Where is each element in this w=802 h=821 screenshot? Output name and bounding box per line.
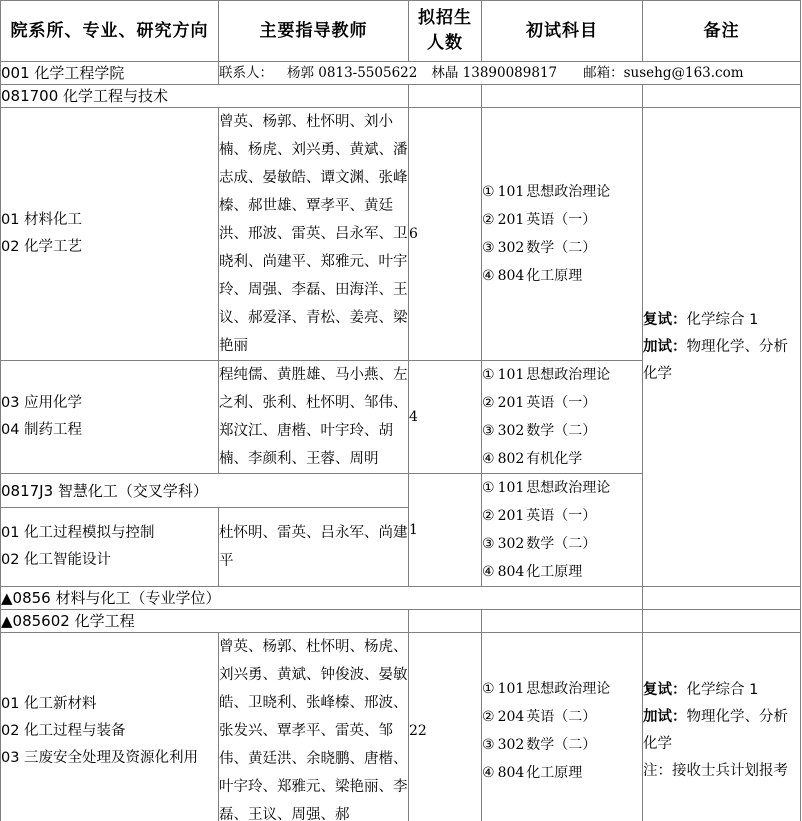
exam-index: ① — [482, 480, 495, 496]
teacher-list: 杜怀明、雷英、吕永军、尚建平 — [219, 508, 409, 587]
exam-subject-list — [482, 474, 643, 587]
remarks-extra-label: 加试： — [643, 338, 687, 355]
section-title-081700: 081700 化学工程与技术 — [1, 85, 409, 108]
teacher-list: 程纯儒、黄胜雄、马小燕、左之利、张利、杜怀明、邹伟、郑汶江、唐楷、叶宇玲、胡楠、李颜利、王蓉、周明 — [219, 361, 409, 474]
enrollment-quota: 1 — [409, 474, 482, 587]
contact-phone-2: 13890089817 — [462, 65, 558, 81]
remarks-group-1 — [643, 108, 801, 587]
section-blank-remarks-085602 — [643, 610, 801, 633]
exam-index: ③ — [482, 536, 495, 552]
exam-code: 201 — [497, 395, 525, 411]
department-contact-info — [219, 62, 801, 85]
contact-name-2: 林晶 — [431, 65, 459, 81]
remarks-note — [643, 758, 800, 785]
enrollment-quota: 22 — [409, 633, 482, 821]
exam-index: ③ — [482, 240, 495, 256]
exam-subject-item — [482, 178, 642, 206]
contact-email: susehg@163.com — [623, 65, 744, 81]
exam-subject-list — [482, 108, 643, 361]
enrollment-quota: 4 — [409, 361, 482, 474]
exam-name: 化工原理 — [526, 564, 583, 580]
section-title-0856: ▲0856 材料与化工（专业学位） — [1, 587, 643, 610]
exam-code: 302 — [497, 737, 525, 753]
exam-code: 302 — [497, 536, 525, 552]
exam-subject-item — [482, 759, 642, 787]
exam-index: ② — [482, 508, 495, 524]
exam-name: 数学（二） — [526, 737, 597, 753]
remarks-retest-label: 复试： — [643, 682, 687, 698]
exam-name: 化工原理 — [526, 268, 583, 284]
exam-index: ① — [482, 184, 495, 200]
exam-code: 804 — [497, 765, 525, 781]
exam-subject-item — [482, 417, 642, 445]
exam-code: 802 — [497, 451, 525, 467]
contact-name-1: 杨郭 — [287, 65, 314, 81]
exam-name: 数学（二） — [526, 240, 597, 256]
exam-subject-item — [482, 474, 642, 502]
exam-name: 英语（一） — [526, 212, 597, 228]
exam-code: 101 — [497, 367, 525, 383]
remarks-group-2 — [643, 633, 801, 821]
section-blank-remarks-0856 — [643, 587, 801, 610]
exam-name: 数学（二） — [526, 423, 597, 439]
remarks-extra — [643, 334, 800, 388]
teacher-list: 曾英、杨郭、杜怀明、杨虎、刘兴勇、黄斌、钟俊波、晏敏皓、卫晓利、张峰榛、邢波、张发兴、覃孝平、雷英、邹伟、黄廷洪、余晓鹏、唐楷、叶宇玲、郑雅元、梁艳丽、李磊、王议、周强、郝 — [219, 633, 409, 821]
exam-index: ② — [482, 395, 495, 411]
header-quota-line2: 人数 — [427, 33, 463, 53]
direction-item: 01 化工新材料 — [1, 695, 97, 712]
direction-item: 03 三废安全处理及资源化利用 — [1, 749, 199, 766]
exam-name: 思想政治理论 — [526, 480, 611, 496]
exam-code: 101 — [497, 681, 525, 697]
header-remarks: 备注 — [643, 1, 801, 62]
exam-name: 英语（一） — [526, 395, 597, 411]
section-row-081700 — [1, 85, 801, 108]
section-row-085602 — [1, 610, 801, 633]
direction-item: 04 制药工程 — [1, 422, 83, 438]
exam-subject-item — [482, 502, 642, 530]
exam-subject-item — [482, 234, 642, 262]
exam-subject-item — [482, 703, 642, 731]
research-directions — [1, 508, 219, 587]
exam-index: ② — [482, 212, 495, 228]
remarks-extra-label: 加试： — [643, 709, 687, 725]
exam-code: 201 — [497, 212, 525, 228]
exam-name: 思想政治理论 — [526, 681, 611, 697]
header-department: 院系所、专业、研究方向 — [1, 1, 219, 62]
exam-subject-item — [482, 445, 642, 473]
direction-item: 02 化学工艺 — [1, 239, 83, 255]
remarks-retest-value: 化学综合 1 — [686, 682, 759, 698]
remarks-retest-value: 化学综合 1 — [686, 311, 759, 328]
exam-subject-list — [482, 633, 643, 821]
exam-name: 思想政治理论 — [526, 367, 611, 383]
email-label: 邮箱： — [583, 65, 624, 81]
exam-subject-item — [482, 361, 642, 389]
section-title-0817J3: 0817J3 智慧化工（交叉学科） — [1, 474, 409, 508]
table-row — [1, 108, 801, 361]
direction-item: 03 应用化学 — [1, 395, 83, 411]
department-name: 001 化学工程学院 — [1, 62, 219, 85]
remarks-note-value: 接收士兵计划报考 — [672, 763, 788, 779]
exam-index: ④ — [482, 451, 495, 467]
remarks-retest — [643, 677, 800, 704]
header-quota-line1: 拟招生 — [418, 8, 472, 28]
exam-code: 101 — [497, 480, 525, 496]
remarks-extra-value: 物理化学、分析化学 — [643, 338, 788, 382]
remarks-retest-label: 复试： — [643, 311, 687, 328]
exam-subject-item — [482, 558, 642, 586]
exam-index: ③ — [482, 737, 495, 753]
section-blank-exam-081700 — [482, 85, 643, 108]
table-row — [1, 633, 801, 821]
exam-subject-item — [482, 530, 642, 558]
research-directions — [1, 633, 219, 821]
exam-index: ④ — [482, 765, 495, 781]
remarks-extra — [643, 704, 800, 758]
header-exam-subjects: 初试科目 — [482, 1, 643, 62]
remarks-extra-value: 物理化学、分析化学 — [643, 709, 788, 752]
direction-item: 01 材料化工 — [1, 212, 83, 228]
research-directions — [1, 108, 219, 361]
section-row-0856 — [1, 587, 801, 610]
exam-code: 204 — [497, 709, 525, 725]
department-contact-row — [1, 62, 801, 85]
exam-code: 101 — [497, 184, 525, 200]
exam-subject-list — [482, 361, 643, 474]
research-directions — [1, 361, 219, 474]
remarks-retest — [643, 307, 800, 334]
teacher-list: 曾英、杨郭、杜怀明、刘小楠、杨虎、刘兴勇、黄斌、潘志成、晏敏皓、谭文渊、张峰榛、郝世雄、覃孝平、黄廷洪、邢波、雷英、吕永军、卫晓利、尚建平、郑雅元、叶宇玲、周强、李磊、田海洋、王议、郝爱泽、青松、姜亮、梁艳丽 — [219, 108, 409, 361]
exam-subject-item — [482, 262, 642, 290]
exam-name: 思想政治理论 — [526, 184, 611, 200]
header-quota — [409, 1, 482, 62]
exam-subject-item — [482, 206, 642, 234]
contact-label: 联系人： — [219, 65, 273, 81]
exam-subject-item — [482, 675, 642, 703]
exam-code: 804 — [497, 268, 525, 284]
exam-subject-item — [482, 389, 642, 417]
direction-item: 02 化工过程与装备 — [1, 722, 126, 739]
exam-index: ① — [482, 681, 495, 697]
exam-code: 201 — [497, 508, 525, 524]
enrollment-quota: 6 — [409, 108, 482, 361]
section-blank-remarks-081700 — [643, 85, 801, 108]
exam-index: ② — [482, 709, 495, 725]
contact-phone-1: 0813-5505622 — [318, 65, 418, 81]
exam-index: ④ — [482, 564, 495, 580]
remarks-note-label: 注： — [643, 763, 672, 779]
header-teachers: 主要指导教师 — [219, 1, 409, 62]
exam-index: ③ — [482, 423, 495, 439]
exam-index: ④ — [482, 268, 495, 284]
exam-name: 数学（二） — [526, 536, 597, 552]
exam-code: 302 — [497, 423, 525, 439]
exam-name: 有机化学 — [526, 451, 583, 467]
exam-name: 英语（二） — [526, 709, 597, 725]
section-blank-exam-085602 — [482, 610, 643, 633]
section-blank-quota-085602 — [409, 610, 482, 633]
table-header-row — [1, 1, 801, 62]
section-blank-quota-081700 — [409, 85, 482, 108]
exam-index: ① — [482, 367, 495, 383]
direction-item: 02 化工智能设计 — [1, 552, 112, 568]
exam-name: 化工原理 — [526, 765, 583, 781]
direction-item: 01 化工过程模拟与控制 — [1, 525, 155, 541]
exam-name: 英语（一） — [526, 508, 597, 524]
exam-subject-item — [482, 731, 642, 759]
exam-code: 302 — [497, 240, 525, 256]
section-title-085602: ▲085602 化学工程 — [1, 610, 409, 633]
exam-code: 804 — [497, 564, 525, 580]
